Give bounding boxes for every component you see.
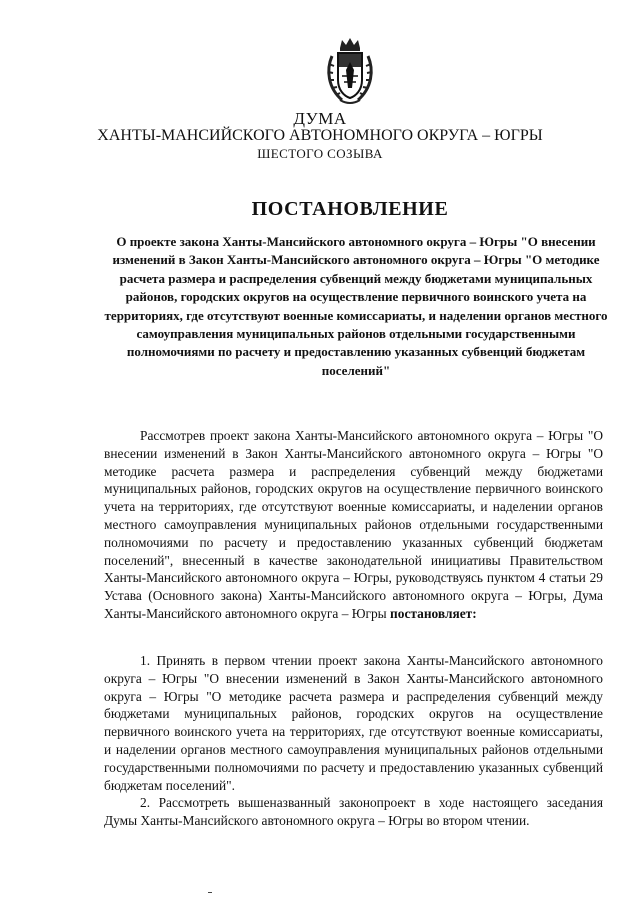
coat-of-arms-icon bbox=[324, 36, 376, 106]
resolution-item-2: 2. Рассмотреть вышеназванный законопроект в ходе настоящего заседания Думы Ханты-Мансийского автономного округа – Югры во втором чтении. bbox=[104, 795, 603, 828]
document-subject: О проекте закона Ханты-Мансийского автономного округа – Югры "О внесении изменений в Закон Ханты-Мансийского автономного округа – Югры "О методике расчета размера и распределения субвенций между бюджетами муниципальных районов, городских округов на осуществление первичного воинского учета на территориях, где отсутствуют военные комиссариаты, и наделении органов местного самоуправления муниципальных районов отдельными государственными полномочиями по расчету и предоставлению указанных субвенций бюджетам поселений" bbox=[104, 234, 608, 378]
organization-name: ДУМА bbox=[293, 109, 347, 128]
preamble-paragraph bbox=[104, 427, 603, 623]
document-type: ПОСТАНОВЛЕНИЕ bbox=[251, 198, 449, 220]
organization-region: ХАНТЫ-МАНСИЙСКОГО АВТОНОМНОГО ОКРУГА – ЮГРЫ bbox=[97, 127, 543, 144]
resolution-item-1: 1. Принять в первом чтении проект закона Ханты-Мансийского автономного округа – Югры "О внесении изменений в Закон Ханты-Мансийского автономного округа – Югры "О методике расчета размера и распределения субвенций между бюджетами муниципальных районов, городских округов на осуществление первичного воинского учета на территориях, где отсутствуют военные комиссариаты, и наделении органов местного самоуправления муниципальных районов отдельными государственными полномочиями по расчету и предоставлению указанных субвенций бюджетам поселений". bbox=[104, 653, 603, 793]
preamble-text: Рассмотрев проект закона Ханты-Мансийского автономного округа – Югры "О внесении изменений в Закон Ханты-Мансийского автономного округа – Югры "О методике расчета размера и распределения субвенций между бюджетами муниципальных районов, городских округов на осуществление первичного воинского учета на территориях, где отсутствуют военные комиссариаты, и наделении органов местного самоуправления муниципальных районов отдельными государственными полномочиями по расчету и предоставлению указанных субвенций бюджетам поселений", внесенный в качестве законодательной инициативы Правительством Ханты-Мансийского автономного округа – Югры, руководствуясь пунктом 4 статьи 29 Устава (Основного закона) Ханты-Мансийского автономного округа – Югры, Дума Ханты-Мансийского автономного округа – Югры bbox=[104, 428, 603, 621]
convocation: ШЕСТОГО СОЗЫВА bbox=[257, 146, 383, 161]
resolves-word: постановляет: bbox=[390, 605, 477, 621]
page-mark bbox=[208, 892, 212, 893]
